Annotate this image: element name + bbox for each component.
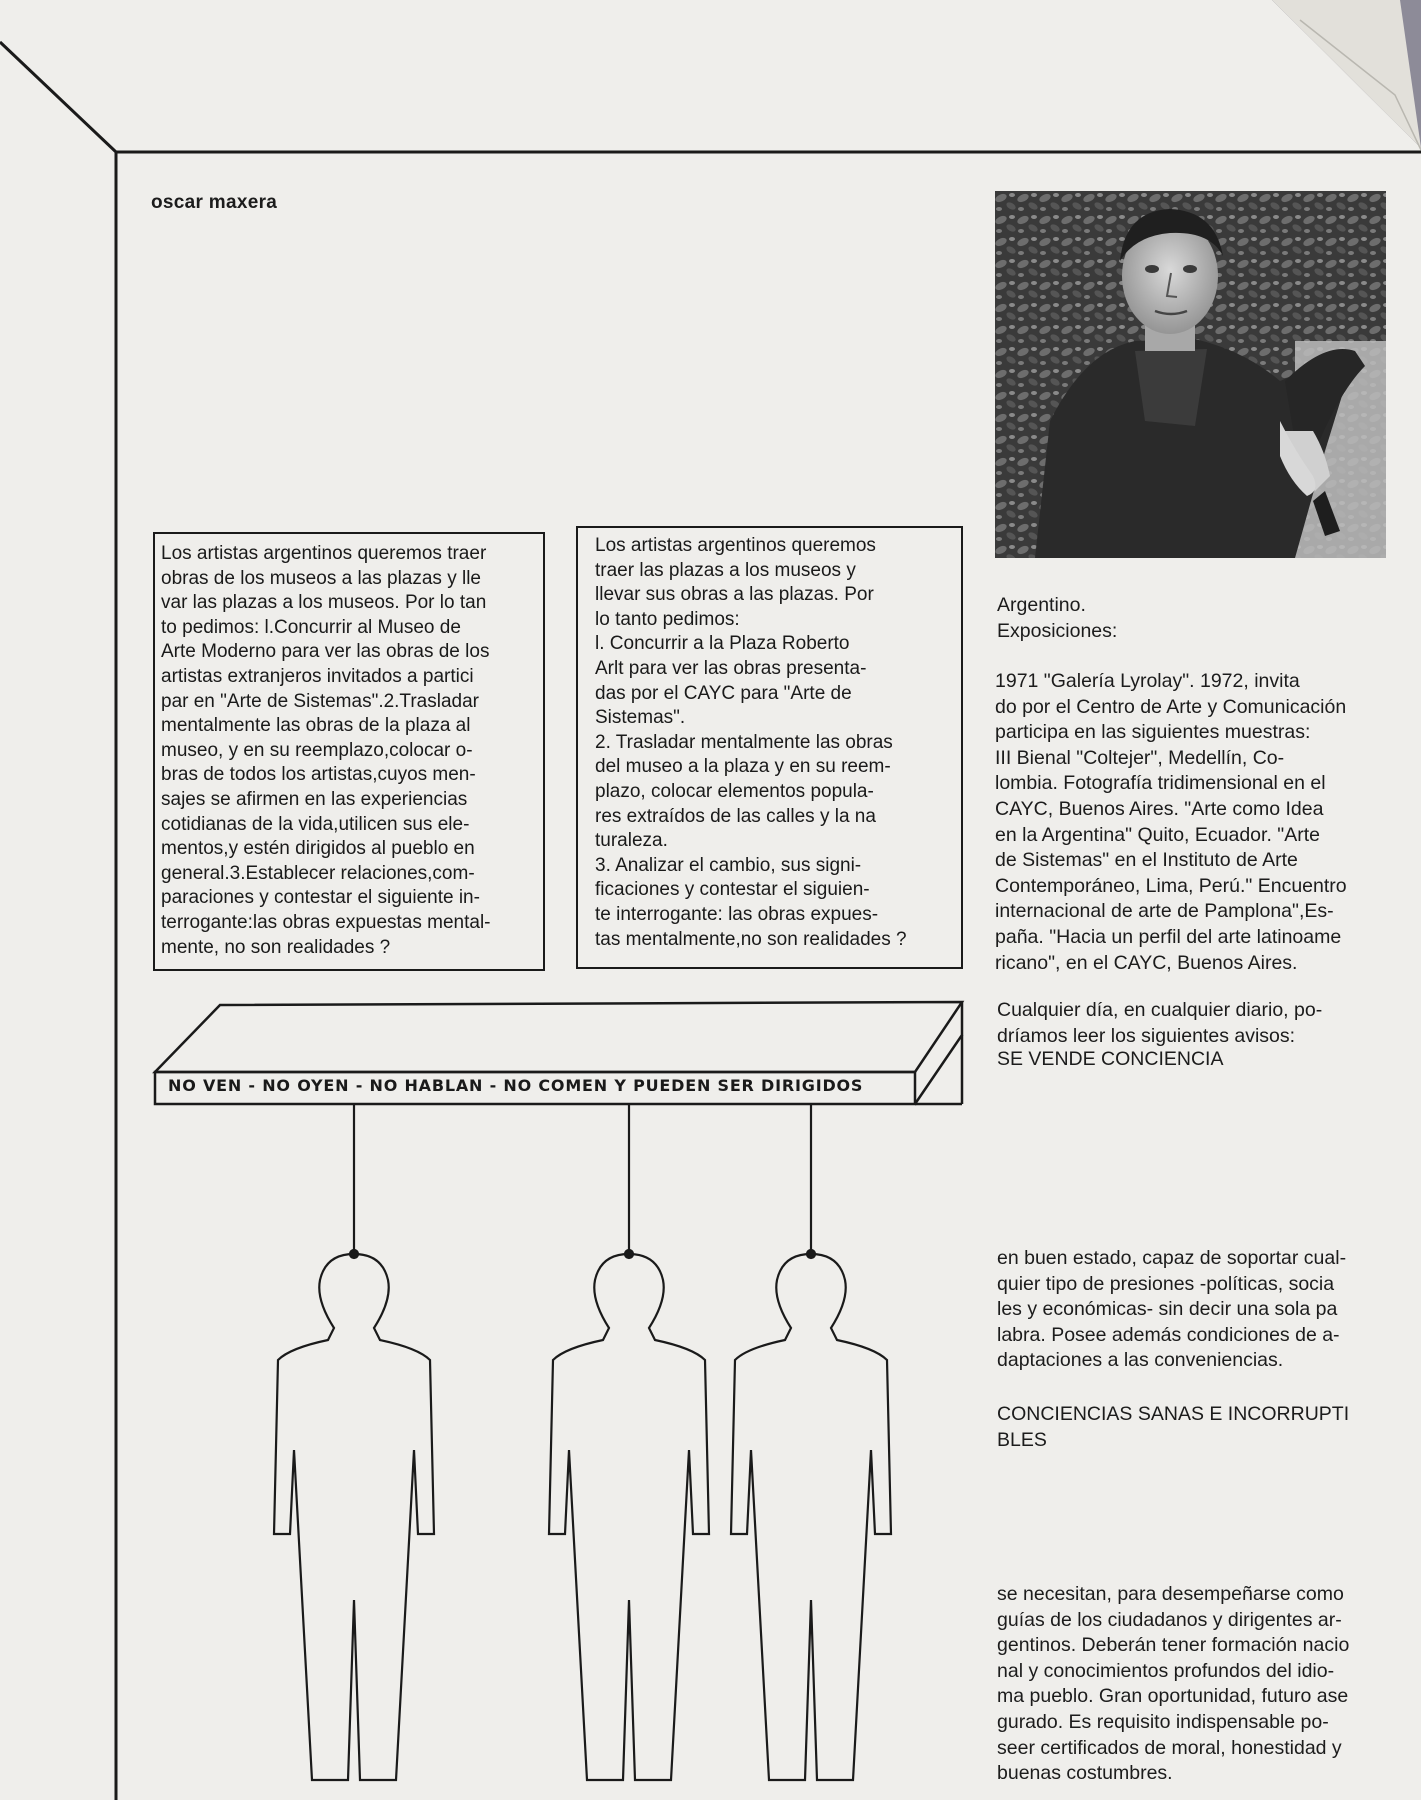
ad-text-1: en buen estado, capaz de soportar cual- quier tipo de presiones -políticas, socia les y económicas- sin decir una sola pa labra. Posee además condiciones de a- daptaciones a las conveniencias. xyxy=(997,1247,1347,1372)
bio-exhibitions: 1971 "Galería Lyrolay". 1972, invita do por el Centro de Arte y Comunicación participa en las siguientes muestras: III Bienal "Coltejer", Medellín, Co- lombia. Fotografía tridimensional en el CAYC, Buenos Aires. "Arte como Idea en la Argentina" Quito, Ecuador. "Arte de Sistemas" en el Instituto de Arte Contemporáneo, Lima, Perú." Encuentro internacional de arte de Pamplona",Es- paña. "Hacia un perfil del arte latinoame ricano", en el CAYC, Buenos Aires. xyxy=(995,670,1347,974)
bio-nationality: Argentino. xyxy=(997,594,1086,616)
bio-exhibitions-heading: Exposiciones: xyxy=(997,620,1118,642)
slab-banner-text: NO VEN - NO OYEN - NO HABLAN - NO COMEN Y PUEDEN SER DIRIGIDOS xyxy=(168,1076,864,1095)
author-name: oscar maxera xyxy=(151,192,278,213)
manifesto-box-left xyxy=(153,532,545,971)
ad-heading-2: CONCIENCIAS SANAS E INCORRUPTI BLES xyxy=(997,1403,1350,1451)
artist-photo xyxy=(995,191,1386,558)
ad-text-2: se necesitan, para desempeñarse como guías de los ciudadanos y dirigentes ar- gentinos. Deberán tener formación nacio nal y conocimientos profundos del idio- ma pueblo. Gran oportunidad, futuro ase gurado. Es requisito indispensable po- seer certificados de moral, honestidad y buenas costumbres. xyxy=(997,1583,1350,1785)
ad-heading-1: SE VENDE CONCIENCIA xyxy=(997,1048,1224,1070)
manifesto-left-text: Los artistas argentinos queremos traer obras de los museos a las plazas y lle var las plazas a los museos. Por lo tan to pedimos: l.Concurrir al Museo de Arte Moderno para ver las obras de los artistas extranjeros invitados a partici par en "Arte de Sistemas".2.Trasladar mentalmente las obras de la plaza al museo, y en su reemplazo,colocar o- bras de todos los artistas,cuyos men- sajes se afirmen en las experiencias cotidianas de la vida,utilicen sus ele- mentos,y estén dirigidos al pueblo en general.3.Establecer relaciones,com- paraciones y contestar el siguiente in- terrogante:las obras expuestas mental- mente, no son realidades ? xyxy=(161,543,491,958)
manifesto-right-text: Los artistas argentinos queremos traer las plazas a los museos y llevar sus obras a las plazas. Por lo tanto pedimos: l. Concurrir a la Plaza Roberto Arlt para ver las obras presenta- das por el CAYC para "Arte de Sistemas". 2. Trasladar mentalmente las obras del museo a la plaza y en su reem- plazo, colocar elementos popula- res extraídos de las calles y la na turaleza. 3. Analizar el cambio, sus signi- ficaciones y contestar el siguien- te interrogante: las obras expues- tas mentalmente,no son realidades ? xyxy=(595,535,907,950)
manifesto-box-right xyxy=(576,526,963,969)
ads-intro: Cualquier día, en cualquier diario, po- dríamos leer los siguientes avisos: xyxy=(997,999,1323,1047)
